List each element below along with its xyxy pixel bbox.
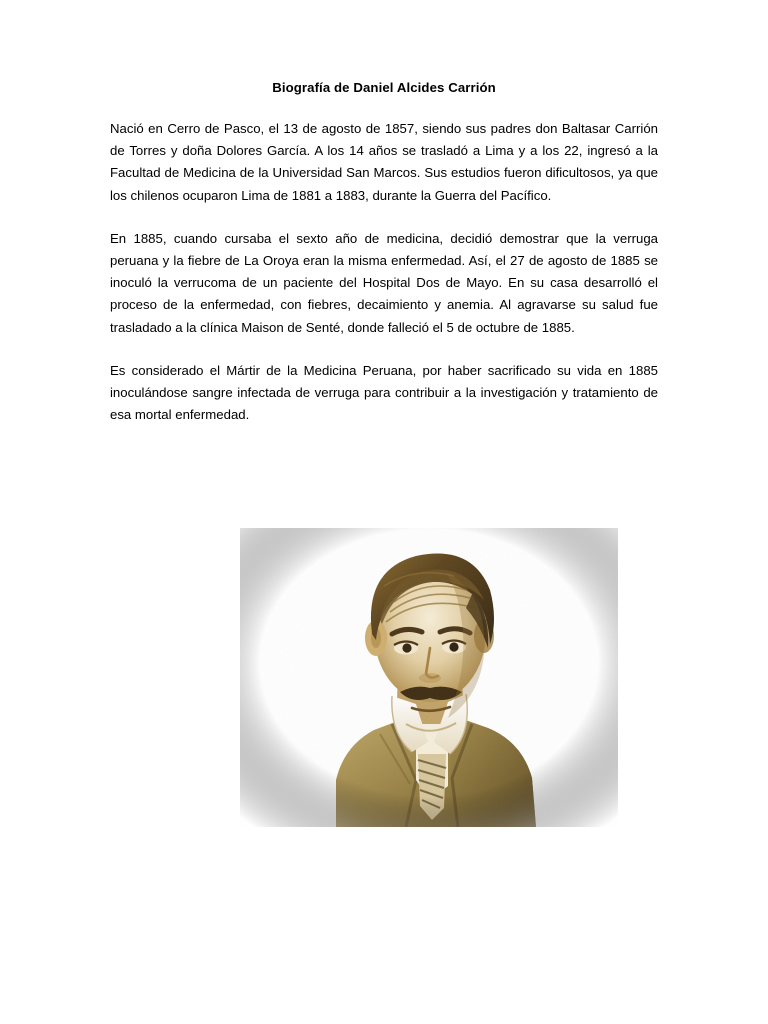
paragraph-1: Nació en Cerro de Pasco, el 13 de agosto de 1857, siendo sus padres don Baltasar Carrión de Torres y doña Dolores García. A los 14 años se trasladó a Lima y a los 22, ingresó a la Facultad de Medicina de la Universidad San Marcos. Sus estudios fueron dificultosos, ya que los chilenos ocuparon Lima de 1881 a 1883, durante la Guerra del Pacífico. [110,121,658,203]
paragraph-3: Es considerado el Mártir de la Medicina Peruana, por haber sacrificado su vida en 1885 inoculándose sangre infectada de verruga para contribuir a la investigación y tratamiento de esa mortal enfermedad. [110,362,658,423]
paragraph-2: En 1885, cuando cursaba el sexto año de medicina, decidió demostrar que la verruga peruana y la fiebre de La Oroya eran la misma enfermedad. Así, el 27 de agosto de 1885 se inoculó la verrucoma de un paciente del Hospital Dos de Mayo. En su casa desarrolló el proceso de la enfermedad, con fiebres, decaimiento y anemia. Al agravarse su salud fue trasladado a la clínica Maison de Senté, donde falleció el 5 de octubre de 1885. [110,230,658,335]
document-content [110,78,658,426]
page-title: Biografía de Daniel Alcides Carrión [272,80,496,95]
portrait-illustration [240,528,618,827]
portrait-photograph [240,528,618,827]
